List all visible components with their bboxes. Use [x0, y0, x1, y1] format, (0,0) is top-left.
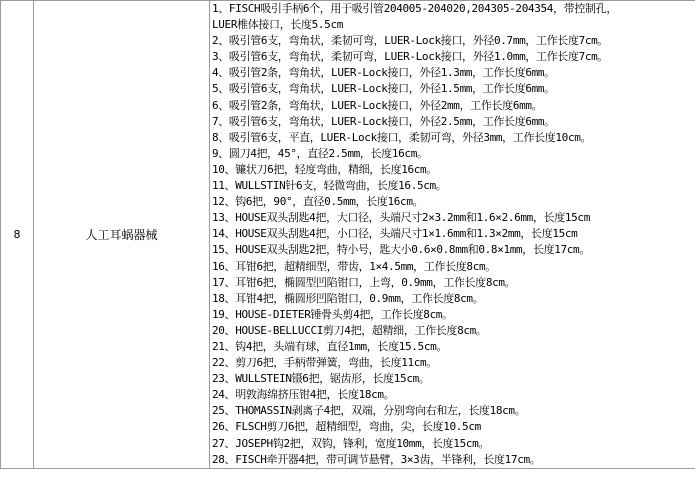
spec-cell[interactable] — [210, 1, 695, 469]
spec-line: 23、WULLSTEIN镊6把，锯齿形，长度15cm。 — [212, 372, 430, 386]
spec-line: 17、耳钳6把，椭圆型凹陷钳口，上弯，0.9mm，工作长度8cm。 — [212, 275, 516, 289]
spec-line: 1、FISCH吸引手柄6个，用于吸引管204005-204020,204305-204354，带控制孔， — [212, 2, 617, 15]
spec-line: 2、吸引管6支，弯角状，柔韧可弯，LUER-Lock接口，外径0.7mm，工作长度7cm。 — [212, 34, 609, 48]
spec-line: LUER椎体接口，长度5.5cm — [212, 18, 344, 32]
spec-line: 9、圆刀4把，45°，直径2.5mm，长度16cm。 — [212, 146, 428, 160]
spec-line: 22、剪刀6把，手柄带弹簧，弯曲，长度11cm。 — [212, 356, 437, 370]
spec-line: 6、吸引管2条，弯角状，LUER-Lock接口，外径2mm，工作长度6mm。 — [212, 98, 543, 112]
spec-line: 5、吸引管6支，弯角状，LUER-Lock接口，外径1.5mm，工作长度6mm。 — [212, 82, 555, 96]
spec-line: 15、HOUSE双头刮匙2把，特小号，匙大小0.6×0.8mm和0.8×1mm，长度17cm。 — [212, 243, 590, 257]
spec-line: 14、HOUSE双头刮匙4把，小口径，头端尺寸1×1.6mm和1.3×2mm，长度15cm — [212, 227, 578, 241]
spec-line: 11、WULLSTIN针6支，轻微弯曲，长度16.5cm。 — [212, 179, 447, 193]
spec-line: 24、明敦海绵挤压钳4把，长度18cm。 — [212, 388, 395, 402]
spec-line: 16、耳钳6把，超精细型，带齿，1×4.5mm，工作长度8cm。 — [212, 259, 496, 273]
item-name-cell[interactable] — [34, 1, 210, 469]
spec-line: 13、HOUSE双头刮匙4把，大口径，头端尺寸2×3.2mm和1.6×2.6mm，长度15cm — [212, 211, 590, 225]
row-index-cell[interactable] — [1, 1, 34, 469]
spec-line: 26、FLSCH剪刀6把，超精细型，弯曲，尖，长度10.5cm — [212, 420, 481, 434]
spec-line: 20、HOUSE-BELLUCCI剪刀4把，超精细，工作长度8cm。 — [212, 323, 487, 337]
item-name: 人工耳蜗器械 — [85, 227, 158, 242]
spec-list — [210, 1, 695, 468]
spec-line: 19、HOUSE-DIETER锤骨头剪4把，工作长度8cm。 — [212, 307, 453, 321]
spec-line: 4、吸引管2条，弯角状，LUER-Lock接口，外径1.3mm，工作长度6mm。 — [212, 66, 555, 80]
spec-line: 10、镰状刀6把，轻度弯曲，精细，长度16cm。 — [212, 162, 437, 176]
spec-line: 8、吸引管6支，平直，LUER-Lock接口，柔韧可弯，外径3mm，工作长度10cm。 — [212, 130, 592, 144]
spec-line: 7、吸引管6支，弯角状，LUER-Lock接口，外径2.5mm，工作长度6mm。 — [212, 114, 555, 128]
table-row — [1, 1, 695, 469]
spec-line: 3、吸引管6支，弯角状，柔韧可弯，LUER-Lock接口，外径1.0mm，工作长度7cm。 — [212, 50, 609, 64]
spec-line: 12、钩6把，90°，直径0.5mm，长度16cm。 — [212, 195, 424, 209]
spec-line: 18、耳钳4把，椭圆形凹陷钳口，0.9mm，工作长度8cm。 — [212, 291, 484, 305]
row-index: 8 — [13, 227, 21, 241]
spec-line: 27、JOSEPH钩2把，双钩，锋利，宽度10mm，长度15cm。 — [212, 436, 490, 450]
spec-line: 28、FISCH牵开器4把，带可调节悬臂，3×3齿，半锋利，长度17cm。 — [212, 452, 541, 466]
spec-line: 21、钩4把，头端有球，直径1mm，长度15.5cm。 — [212, 339, 448, 353]
spec-line: 25、THOMASSIN剥离子4把，双端，分别弯向右和左，长度18cm。 — [212, 404, 526, 418]
